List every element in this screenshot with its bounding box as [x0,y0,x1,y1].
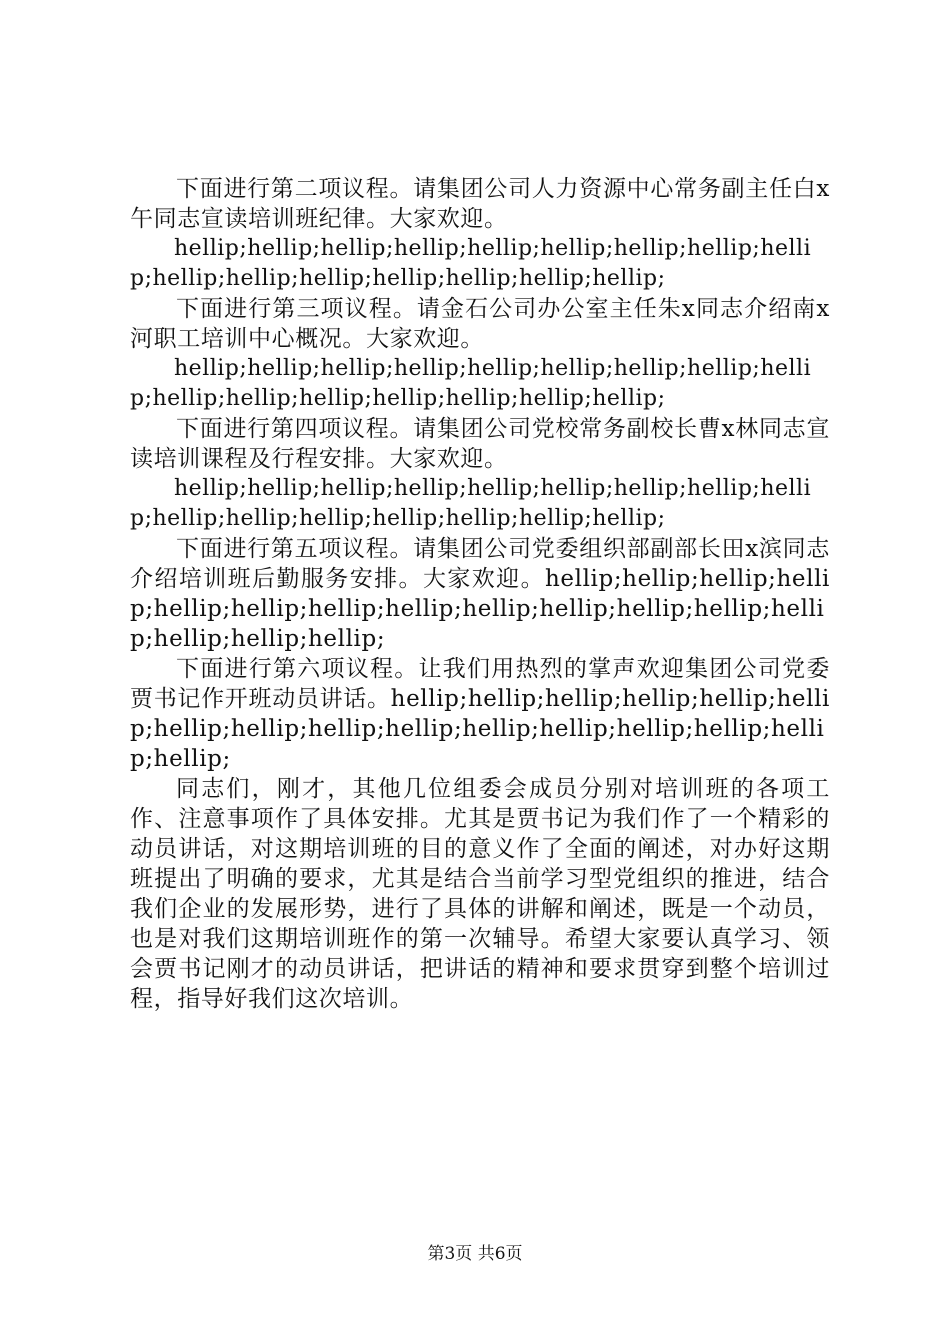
ellipsis-line: hellip;hellip;hellip;hellip;hellip;hellip;hellip;hellip;hellip;hellip;hellip;hellip;hellip;hellip;hellip;hellip; [130,356,812,411]
paragraph-agenda-4: 下面进行第四项议程。请集团公司党校常务副校长曹x林同志宣读培训课程及行程安排。大家欢迎。 [130,416,830,472]
page-number-footer: 第3页 共6页 [427,1244,523,1264]
ellipsis-line: hellip;hellip;hellip;hellip;hellip;hellip;hellip;hellip;hellip;hellip;hellip;hellip;hellip;hellip;hellip;hellip; [130,236,812,291]
paragraph-agenda-6: 下面进行第六项议程。让我们用热烈的掌声欢迎集团公司党委贾书记作开班动员讲话。hellip;hellip;hellip;hellip;hellip;hellip;hellip;hellip;hellip;hellip;hellip;hellip;hellip;hellip;hellip;hellip; [130,656,830,772]
paragraph-agenda-3: 下面进行第三项议程。请金石公司办公室主任朱x同志介绍南x河职工培训中心概况。大家欢迎。 [130,296,830,352]
paragraph-summary: 同志们，刚才，其他几位组委会成员分别对培训班的各项工作、注意事项作了具体安排。尤其是贾书记为我们作了一个精彩的动员讲话，对这期培训班的目的意义作了全面的阐述，对办好这期班提出了明确的要求，尤其是结合当前学习型党组织的推进，结合我们企业的发展形势，进行了具体的讲解和阐述，既是一个动员，也是对我们这期培训班作的第一次辅导。希望大家要认真学习、领会贾书记刚才的动员讲话，把讲话的精神和要求贯穿到整个培训过程，指导好我们这次培训。 [130,776,830,1012]
paragraph-agenda-5: 下面进行第五项议程。请集团公司党委组织部副部长田x滨同志介绍培训班后勤服务安排。大家欢迎。hellip;hellip;hellip;hellip;hellip;hellip;hellip;hellip;hellip;hellip;hellip;hellip;hellip;hellip;hellip;hellip; [130,536,830,652]
document-body [130,174,830,1014]
paragraph-agenda-2: 下面进行第二项议程。请集团公司人力资源中心常务副主任白x午同志宣读培训班纪律。大家欢迎。 [130,176,830,232]
ellipsis-line: hellip;hellip;hellip;hellip;hellip;hellip;hellip;hellip;hellip;hellip;hellip;hellip;hellip;hellip;hellip;hellip; [130,476,812,531]
